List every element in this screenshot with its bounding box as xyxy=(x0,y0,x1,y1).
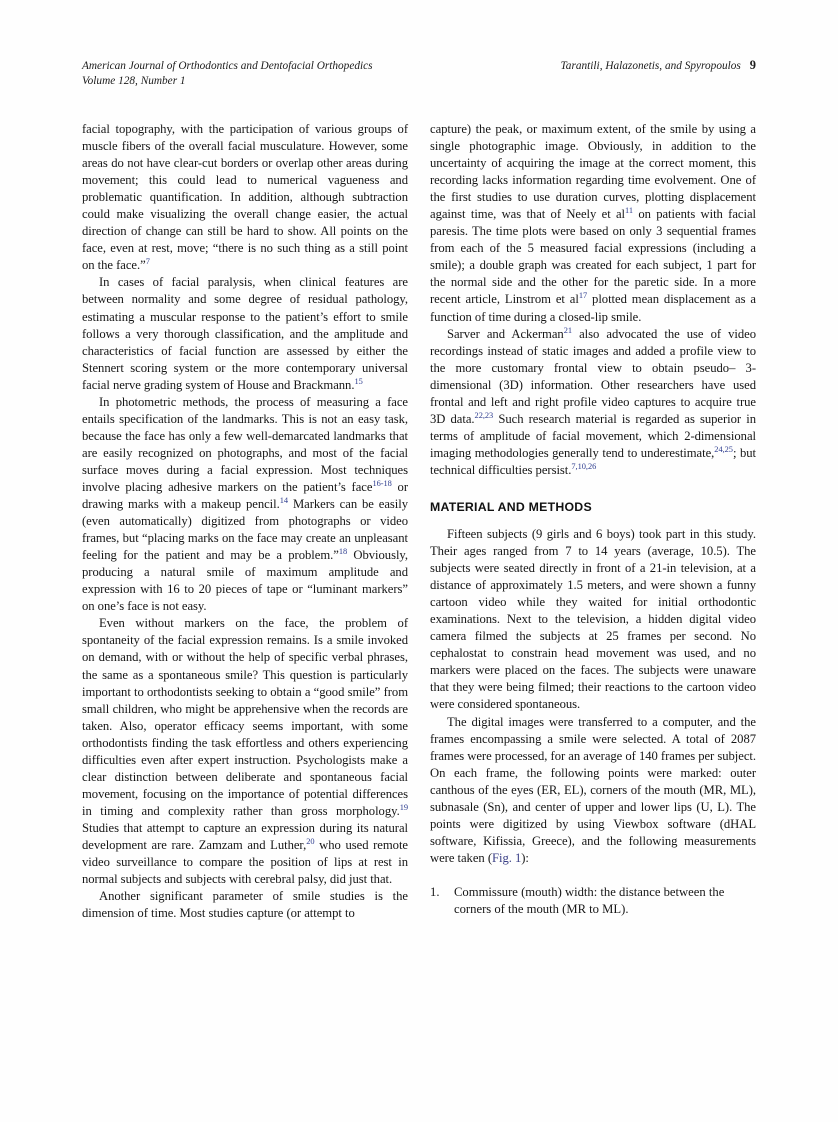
author-list: Tarantili, Halazonetis, and Spyropoulos xyxy=(560,60,741,72)
section-heading-material-and-methods: MATERIAL AND METHODS xyxy=(430,499,592,514)
volume-issue-line xyxy=(82,74,756,89)
body-paragraph: facial topography, with the participation of various groups of muscle fibers of the overall facial musculature. However, some areas do not have clear-cut borders or overlap other areas during movement; this could lead to numerical vagueness and problematic quantification. In addition, although subtraction could make visualizing the overall change easier, the actual direction of change can still be hard to show. All points on the face, even at rest, move; “there is no such thing as a still point on the face.”$^7$ xyxy=(82,122,408,273)
list-item-number: 1. xyxy=(430,884,440,899)
body-paragraph: In photometric methods, the process of measuring a face entails specification of the landmarks. This is not an easy task, because the face has only a few well-demarcated landmarks that are easily recognized on photographs, and most of the facial surface moves during a facial expression. Most techniques involve placing adhesive markers on the patient’s face$^{16-18}$ or drawing marks with a makeup pencil.$^{14}$ Markers can be easily (even automatically) digitized from photographs or video frames, but “placing marks on the face may create an unpleasant feeling for the patient and may be a problem.”$^{18}$ Obviously, producing a natural smile of maximum amplitude and expression with 16 to 20 pieces of tape or “luminant markers” on one’s face is not easy. xyxy=(82,394,408,614)
reference-superscript[interactable]: 16-18 xyxy=(372,478,392,488)
methods-paragraphs xyxy=(430,526,756,867)
body-paragraph: The digital images were transferred to a computer, and the frames encompassing a smile were selected. A total of 2087 frames were processed, for an average of 140 frames per subject. On each frame, the following points were marked: outer canthous of the eyes (ER, EL), corners of the mouth (MR, ML), subnasale (Sn), and center of upper and lower lips (U, L). The points were digitized by using Viewbox software (dHAL software, Kifissia, Greece), and the following measurements were taken (Fig. 1): xyxy=(430,714,756,865)
right-column-paragraphs xyxy=(430,121,756,479)
body-paragraph: In cases of facial paralysis, when clinical features are between normality and some degree of residual pathology, estimating a muscular response to the patient’s effort to smile follows a very thorough classification, and the amplitude and characteristics of facial function are assessed by either the Stennert scoring system or the more contemporary universal facial nerve grading system of House and Brackmann.$^{15}$ xyxy=(82,275,408,392)
journal-title: American Journal of Orthodontics and Dentofacial Orthopedics xyxy=(82,60,373,72)
volume-issue-number: 128, Number 1 xyxy=(118,74,186,87)
reference-superscript[interactable]: 14 xyxy=(279,495,289,505)
left-column xyxy=(82,121,408,922)
reference-superscript[interactable]: 20 xyxy=(306,836,315,846)
running-header-right xyxy=(561,58,756,74)
reference-superscript[interactable]: 22,23 xyxy=(474,410,494,420)
reference-superscript[interactable]: 7,10,26 xyxy=(571,461,597,471)
reference-superscript[interactable]: 24,25 xyxy=(714,444,733,454)
reference-superscript[interactable]: 18 xyxy=(338,546,348,556)
volume-label: Volume xyxy=(82,74,116,87)
body-paragraph: capture) the peak, or maximum extent, of the smile by using a single photographic image. Obviously, in addition to the uncertainty of acquiring the image at the correct moment, this recording lacks information regarding time evolvement. One of the first studies to use duration curves, plotting displacement against time, was that of Neely et al$^{11}$ on patients with facial paresis. The time plots were based on only 3 sequential frames from each of the 5 measured facial expressions (including a smile); a double graph was created for each subject, 1 part for the normal side and the other for the paretic side. In a more recent article, Linstrom et al$^{17}$ plotted mean displacement as a function of time during a closed-lip smile. xyxy=(430,122,756,324)
reference-superscript[interactable]: 15 xyxy=(354,376,363,386)
body-paragraph: Sarver and Ackerman$^{21}$ also advocated the use of video recordings instead of static images and added a profile view to the more customary frontal view to obtain pseudo– 3-dimensional (3D) information. Other researchers have used frontal and left and right profile video captures to acquire true 3D data.$^{22,23}$ Such research material is regarded as superior in terms of amplitude of facial movement, which 2-dimensional imaging methodologies generally tend to underestimate,$^{24,25}$; but technical difficulties persist.$^{7,10,26}$ xyxy=(430,325,757,477)
figure-link[interactable]: Fig. 1 xyxy=(491,850,522,865)
page-number: 9 xyxy=(749,58,756,72)
body-paragraph: Even without markers on the face, the problem of spontaneity of the facial expression remains. Is a smile invoked on demand, with or without the help of specific verbal phrases, the same as a spontaneous smile? This question is particularly important to orthodontists seeking to obtain a “good smile” from small children, who might be apprehensive when the records are taken. Also, operator efficacy seems important, with some orthodontists finding the task effortless and others experiencing difficulties even after expert instruction. Psychologists make a clear distinction between deliberate and spontaneous facial movement, focusing on the importance of potential differences in timing and complexity rather than gross morphology.$^{19}$ Studies that attempt to capture an expression during its natural development are rare. Zamzam and Luther,$^{20}$ who used remote video surveillance to compare the position of lips at rest in normal subjects and subjects with cerebral palsy, did just that. xyxy=(82,616,408,887)
reference-superscript[interactable]: 21 xyxy=(563,325,572,335)
body-paragraph: Another significant parameter of smile studies is the dimension of time. Most studies capture (or attempt to xyxy=(82,889,408,921)
running-header-row xyxy=(82,58,756,74)
reference-superscript[interactable]: 11 xyxy=(625,206,634,216)
running-header xyxy=(82,58,756,88)
body-paragraph: Fifteen subjects (9 girls and 6 boys) took part in this study. Their ages ranged from 7 to 14 years (average, 10.5). The subjects were seated directly in front of a 21-in television, at a distance of approximately 1.5 meters, and were shown a funny cartoon video while they waited for initial orthodontic examinations. Next to the television, a hidden digital video camera filmed the subjects at 25 frames per second. No cephalostat to constrain head movement was used, and no markers were placed on the faces. The subjects were unaware that they were being filmed; their reactions to the cartoon video were considered spontaneous. xyxy=(430,526,756,712)
right-column xyxy=(430,121,756,922)
list-item xyxy=(430,884,756,918)
two-column-body xyxy=(82,121,756,922)
left-column-paragraphs xyxy=(82,121,408,922)
list-item-text: Commissure (mouth) width: the distance between the corners of the mouth (MR to ML). xyxy=(454,884,725,916)
reference-superscript[interactable]: 17 xyxy=(578,291,588,301)
reference-superscript[interactable]: 7 xyxy=(145,257,150,267)
measurement-list xyxy=(430,884,756,918)
reference-superscript[interactable]: 19 xyxy=(399,802,408,812)
